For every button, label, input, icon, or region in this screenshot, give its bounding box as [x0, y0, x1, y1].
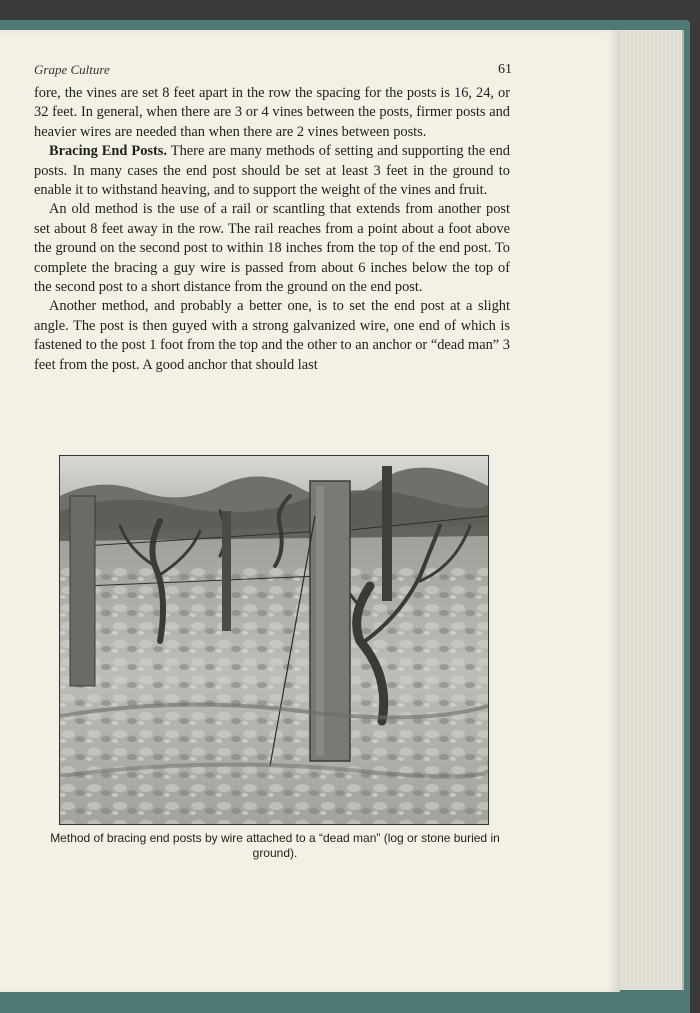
figure-caption: Method of bracing end posts by wire attached to a “dead man” (log or stone buried in ground).	[50, 831, 500, 860]
section-heading: Bracing End Posts.	[49, 143, 168, 160]
paragraph: An old method is the use of a rail or scantling that extends from another post set about 8 feet away in the row. The rail reaches from a point about a foot above the ground on the second post to within 18 inches from the top of the end post. To complete the bracing a guy wire is passed from about 6 inches below the top of the second post to a short distance from the ground on the end post.	[34, 201, 510, 296]
running-title: Grape Culture	[34, 62, 110, 77]
paragraph	[34, 142, 510, 200]
vineyard-photo	[59, 455, 489, 825]
page-edges	[612, 30, 684, 990]
paragraph-text: There are many methods of setting and supporting the end posts. In many cases the end post should be set at least 3 feet in the ground to enable it to withstand heaving, and to support the weight of the vines and fruit.	[34, 143, 510, 199]
paragraph: Another method, and probably a better one, is to set the end post at a slight angle. The post is then guyed with a strong galvanized wire, one end of which is fastened to the post 1 foot from the top and the other to an anchor or “dead man” 3 feet from the post. A good anchor that should last	[34, 298, 510, 373]
paragraph: fore, the vines are set 8 feet apart in the row the spacing for the posts is 16, 24, or 32 feet. In general, when there are 3 or 4 vines between the posts, firmer posts and heavier wires are needed than when there are 2 vines between posts.	[34, 85, 510, 140]
running-head	[34, 62, 512, 82]
page-number: 61	[498, 62, 512, 77]
body-text	[34, 84, 510, 375]
